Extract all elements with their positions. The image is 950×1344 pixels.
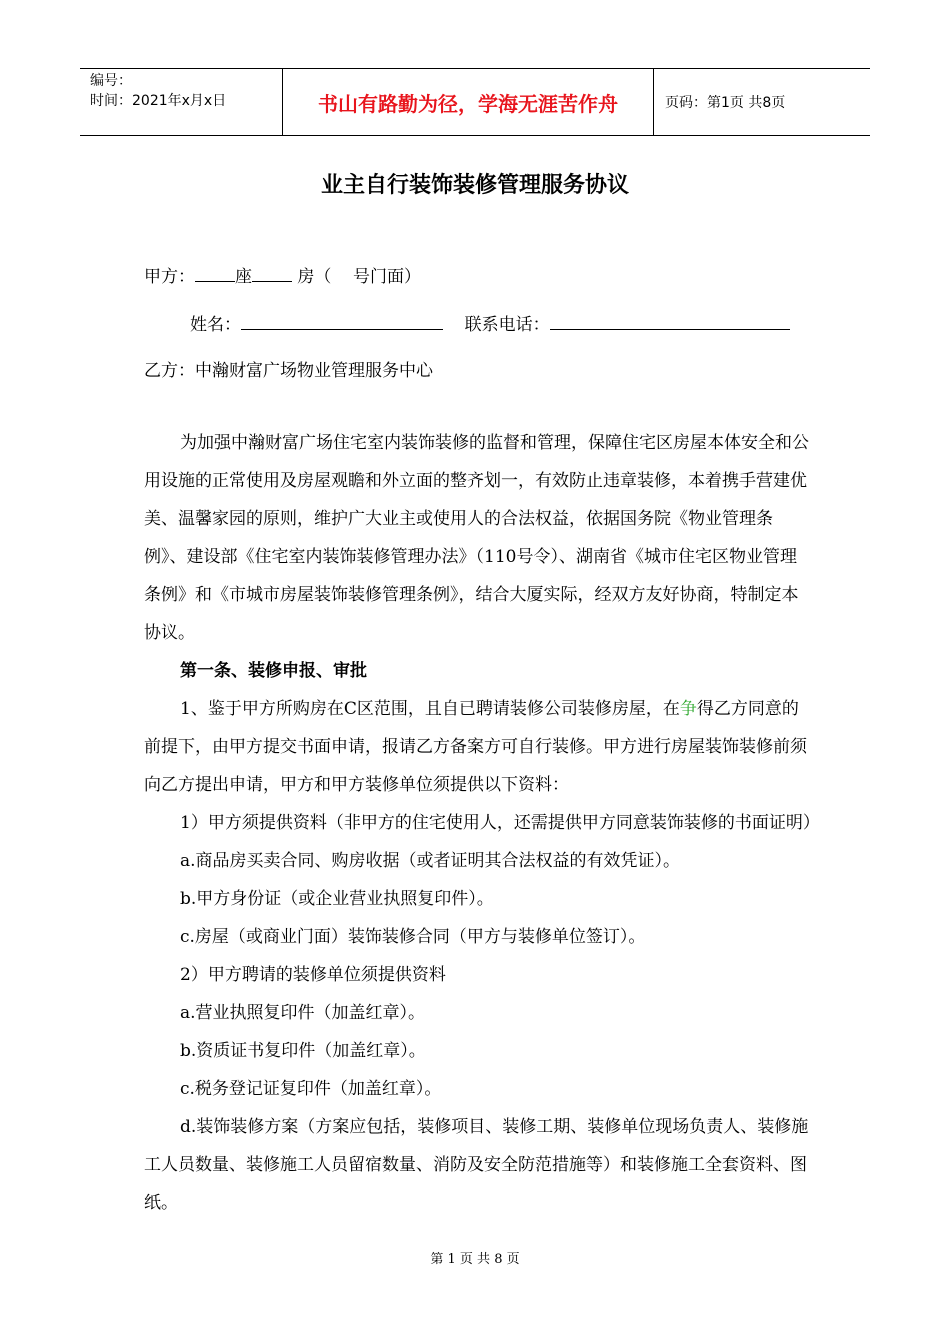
party-a-line xyxy=(144,262,421,287)
document-header xyxy=(80,68,870,136)
building-blank xyxy=(195,267,235,282)
door-label: 号门面） xyxy=(353,267,422,287)
name-blank xyxy=(241,315,443,330)
contractor-material-a: a.营业执照复印件（加盖红章）。 xyxy=(180,1003,426,1023)
clause-1-highlight: 争 xyxy=(679,699,697,719)
room-label: 房（ xyxy=(297,267,332,287)
owner-materials-heading: 1）甲方须提供资料（非甲方的住宅使用人，还需提供甲方同意装饰装修的书面证明） xyxy=(180,813,820,833)
owner-material-b: b.甲方身份证（或企业营业执照复印件）。 xyxy=(180,889,494,909)
document-body xyxy=(144,424,820,1222)
party-b: 乙方：中瀚财富广场物业管理服务中心 xyxy=(144,361,433,381)
clause-1-text-b: 得乙方同意的前提下，由甲方提交书面申请，报请乙方备案方可自行装修。甲方进行房屋装饰装修前须向乙方提出申请，甲方和甲方装修单位须提供以下资料： xyxy=(144,699,807,795)
article-1-heading: 第一条、装修申报、审批 xyxy=(180,661,367,681)
phone-label: 联系电话： xyxy=(464,315,550,335)
header-meta xyxy=(80,69,282,135)
room-blank xyxy=(252,267,292,282)
contractor-material-c: c.税务登记证复印件（加盖红章）。 xyxy=(180,1079,442,1099)
contractor-material-d: d.装饰装修方案（方案应包括，装修项目、装修工期、装修单位现场负责人、装修施工人员数量、装修施工人员留宿数量、消防及安全防范措施等）和装修施工全套资料、图纸。 xyxy=(144,1117,809,1213)
name-phone-line xyxy=(190,310,790,335)
owner-material-c: c.房屋（或商业门面）装饰装修合同（甲方与装修单位签订）。 xyxy=(180,927,646,947)
document-title: 业主自行装饰装修管理服务协议 xyxy=(320,173,629,198)
intro-paragraph: 为加强中瀚财富广场住宅室内装饰装修的监督和管理，保障住宅区房屋本体安全和公用设施的正常使用及房屋观瞻和外立面的整齐划一，有效防止违章装修，本着携手营建优美、温馨家园的原则，维护广大业主或使用人的合法权益，依据国务院《物业管理条例》、建设部《住宅室内装饰装修管理办法》（110号令）、湖南省《城市住宅区物业管理条例》和《市城市房屋装饰装修管理条例》，结合大厦实际，经双方友好协商，特制定本协议。 xyxy=(144,433,809,643)
article-1-clause-1 xyxy=(144,690,812,804)
seat-label: 座 xyxy=(235,267,252,287)
name-label: 姓名： xyxy=(190,315,241,335)
party-a-label: 甲方： xyxy=(144,267,195,287)
contractor-materials-heading: 2）甲方聘请的装修单位须提供资料 xyxy=(180,965,446,985)
number-label: 编号： xyxy=(90,73,132,89)
phone-blank xyxy=(550,315,790,330)
contractor-material-b: b.资质证书复印件（加盖红章）。 xyxy=(180,1041,426,1061)
page-footer: 第 1 页 共 8 页 xyxy=(430,1252,520,1267)
header-page-info: 页码：第1页 共8页 xyxy=(665,95,786,111)
time-label: 时间：2021年x月x日 xyxy=(90,93,227,109)
owner-material-a: a.商品房买卖合同、购房收据（或者证明其合法权益的有效凭证）。 xyxy=(180,851,681,871)
clause-1-text-a: 1、鉴于甲方所购房在C区范围，且自已聘请装修公司装修房屋，在 xyxy=(180,699,680,719)
header-motto: 书山有路勤为径，学海无涯苦作舟 xyxy=(282,69,654,135)
